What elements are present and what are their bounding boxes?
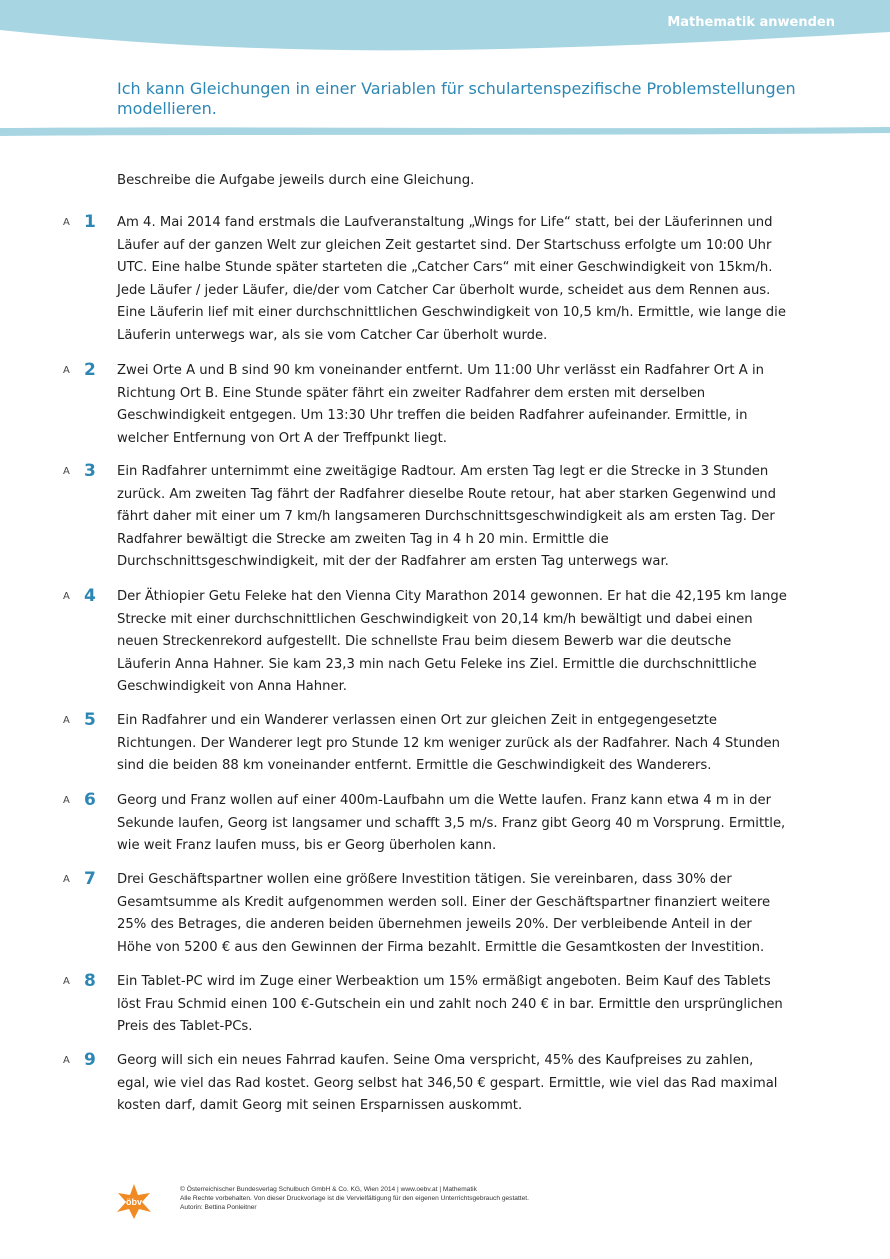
header-band xyxy=(0,0,890,52)
footer-copyright: © Österreichischer Bundesverlag Schulbuch GmbH & Co. KG, Wien 2014 | www.oebv.at | Mathematik xyxy=(180,1186,477,1193)
page-title: Ich kann Gleichungen in einer Variablen für schulartenspezifische Problemstellungen modellieren. xyxy=(117,79,796,118)
task-level: A xyxy=(63,874,70,885)
task-level: A xyxy=(63,217,70,228)
task-text: Georg will sich ein neues Fahrrad kaufen. Seine Oma verspricht, 45% des Kaufpreises zu zahlen, egal, wie viel das Rad kostet. Georg selbst hat 346,50 € gespart. Ermittle, wie viel das Rad maximal kosten darf, damit Georg mit seinen Ersparnissen auskommt. xyxy=(117,1053,778,1114)
instructions: Beschreibe die Aufgabe jeweils durch eine Gleichung. xyxy=(117,173,475,188)
task-level: A xyxy=(63,795,70,806)
task-number: 5 xyxy=(84,710,96,730)
task-number: 7 xyxy=(84,869,96,889)
footer-rights: Alle Rechte vorbehalten. Von dieser Druckvorlage ist die Vervielfältigung für den eigenen Unterrichtsgebrauch gestattet. xyxy=(180,1195,529,1202)
publisher-logo xyxy=(114,1183,154,1219)
svg-text:öbv: öbv xyxy=(125,1197,143,1207)
section-label: Mathematik anwenden xyxy=(667,15,835,30)
task-text: Zwei Orte A und B sind 90 km voneinander entfernt. Um 11:00 Uhr verlässt ein Radfahrer Ort A in Richtung Ort B. Eine Stunde später fährt ein zweiter Radfahrer dem ersten mit derselben Geschwindigkeit entgegen. Um 13:30 Uhr treffen die beiden Radfahrer aufeinander. Ermittle, in welcher Entfernung von Ort A der Treffpunkt liegt. xyxy=(117,363,764,446)
title-divider xyxy=(0,125,890,139)
task-level: A xyxy=(63,591,70,602)
header-wave-decoration xyxy=(0,30,890,52)
task-number: 9 xyxy=(84,1050,96,1070)
task-text: Der Äthiopier Getu Feleke hat den Vienna City Marathon 2014 gewonnen. Er hat die 42,195 km lange Strecke mit einer durchschnittlichen Geschwindigkeit von 20,14 km/h bewältigt und dabei einen neuen Streckenrekord aufgestellt. Die schnellste Frau beim diesem Bewerb war die deutsche Läuferin Anna Hahner. Sie kam 23,3 min nach Getu Feleke ins Ziel. Ermittle die durchschnittliche Geschwindigkeit von Anna Hahner. xyxy=(117,589,787,695)
task-level: A xyxy=(63,466,70,477)
task-level: A xyxy=(63,1055,70,1066)
task-text: Georg und Franz wollen auf einer 400m-Laufbahn um die Wette laufen. Franz kann etwa 4 m in der Sekunde laufen, Georg ist langsamer und schafft 3,5 m/s. Franz gibt Georg 40 m Vorsprung. Ermittle, wie weit Franz laufen muss, bis er Georg überholen kann. xyxy=(117,793,786,854)
task-number: 8 xyxy=(84,971,96,991)
task-number: 2 xyxy=(84,360,96,380)
task-number: 4 xyxy=(84,586,96,606)
task-text: Ein Tablet-PC wird im Zuge einer Werbeaktion um 15% ermäßigt angeboten. Beim Kauf des Tablets löst Frau Schmid einen 100 €-Gutschein ein und zahlt noch 240 € in bar. Ermittle den ursprünglichen Preis des Tablet-PCs. xyxy=(117,974,783,1035)
task-level: A xyxy=(63,715,70,726)
task-text: Am 4. Mai 2014 fand erstmals die Laufveranstaltung „Wings for Life“ statt, bei der Läuferinnen und Läufer auf der ganzen Welt zur gleichen Zeit gestartet sind. Der Startschuss erfolgte um 10:00 Uhr UTC. Eine halbe Stunde später starteten die „Catcher Cars“ mit einer Geschwindigkeit von 15km/h. Jede Läufer / jeder Läufer, die/der vom Catcher Car überholt wurde, scheidet aus dem Rennen aus. Eine Läuferin lief mit einer durchschnittlichen Geschwindigkeit von 10,5 km/h. Ermittle, wie lange die Läuferin unterwegs war, als sie vom Catcher Car überholt wurde. xyxy=(117,215,786,343)
task-number: 1 xyxy=(84,212,96,232)
task-text: Ein Radfahrer und ein Wanderer verlassen einen Ort zur gleichen Zeit in entgegengesetzte Richtungen. Der Wanderer legt pro Stunde 12 km weniger zurück als der Radfahrer. Nach 4 Stunden sind die beiden 88 km voneinander entfernt. Ermittle die Geschwindigkeit des Wanderers. xyxy=(117,713,781,774)
footer-author: Autorin: Bettina Ponleitner xyxy=(180,1204,257,1211)
task-level: A xyxy=(63,976,70,987)
task-text: Ein Radfahrer unternimmt eine zweitägige Radtour. Am ersten Tag legt er die Strecke in 3 Stunden zurück. Am zweiten Tag fährt der Radfahrer dieselbe Route retour, hat aber starken Gegenwind und fährt daher mit einer um 7 km/h langsameren Durchschnittsgeschwindigkeit als am ersten Tag. Der Radfahrer bewältigt die Strecke am zweiten Tag in 4 h 20 min. Ermittle die Durchschnittsgeschwindigkeit, mit der der Radfahrer am ersten Tag unterwegs war. xyxy=(117,464,777,570)
task-level: A xyxy=(63,365,70,376)
task-number: 3 xyxy=(84,461,96,481)
task-text: Drei Geschäftspartner wollen eine größere Investition tätigen. Sie vereinbaren, dass 30% der Gesamtsumme als Kredit aufgenommen werden soll. Einer der Geschäftspartner finanziert weitere 25% des Betrages, die anderen beiden übernehmen jeweils 20%. Der verbleibende Anteil in der Höhe von 5200 € aus den Gewinnen der Firma bezahlt. Ermittle die Gesamtkosten der Investition. xyxy=(117,872,771,955)
task-number: 6 xyxy=(84,790,96,810)
footer xyxy=(180,1185,529,1212)
